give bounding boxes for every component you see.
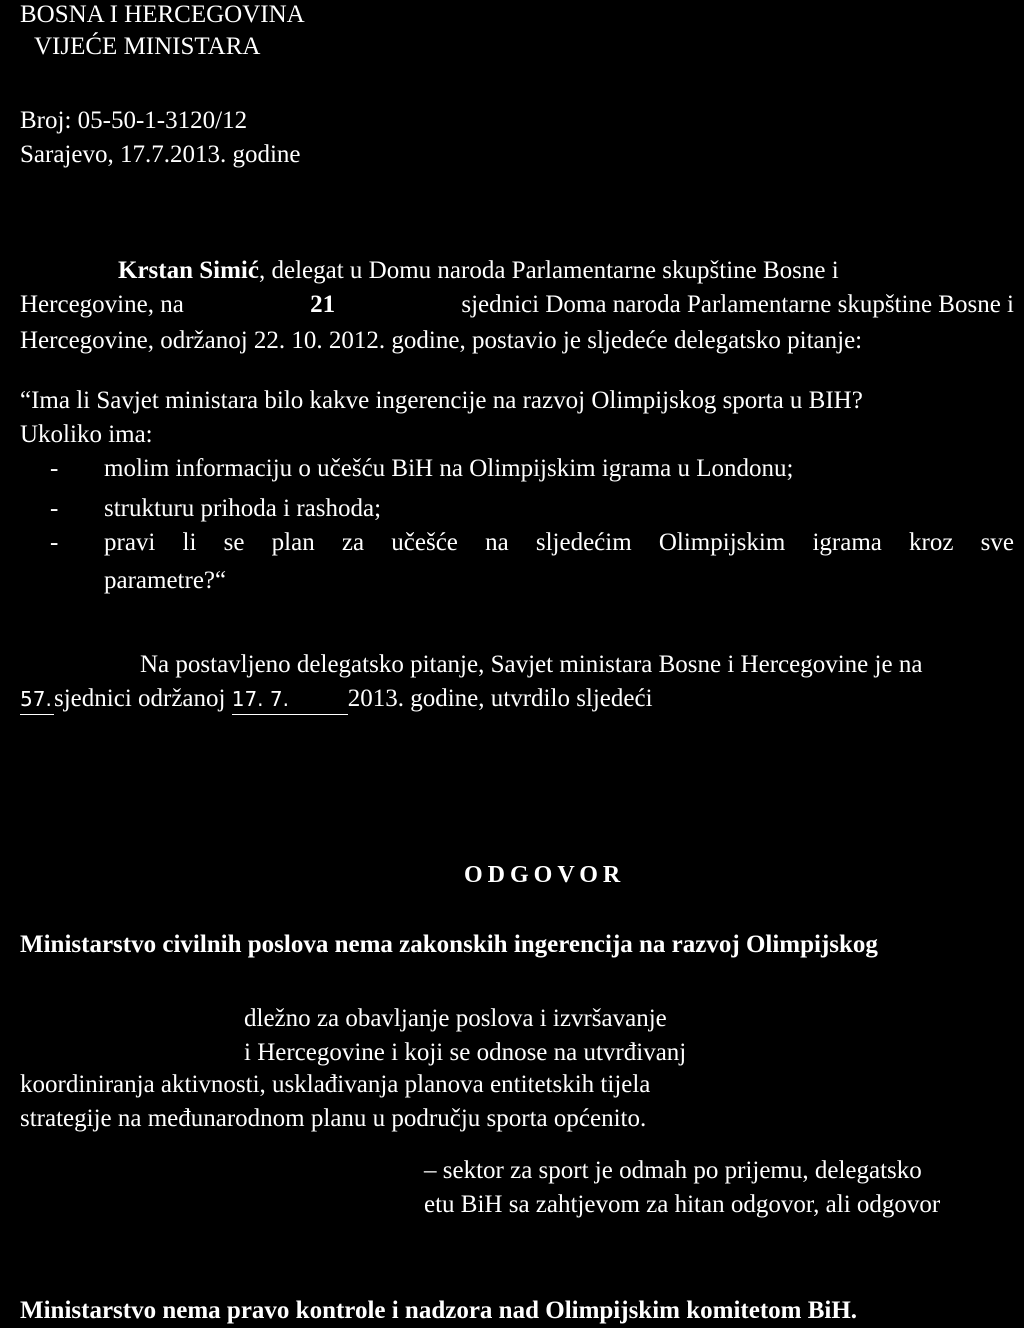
answer-line-4: koordiniranja aktivnosti, usklađivanja planova entitetskih tijela	[20, 1071, 651, 1098]
answer-line-5: strategije na međunarodnom planu u području sporta općenito.	[20, 1105, 647, 1132]
session-line-1: Na postavljeno delegatsko pitanje, Savjet ministara Bosne i Hercegovine je na	[140, 651, 923, 678]
bullet-marker: -	[50, 495, 59, 522]
delegate-name: Krstan Simić	[118, 257, 259, 284]
bullet-item: strukturu prihoda i rashoda;	[104, 495, 382, 522]
bullet-marker: -	[50, 529, 59, 556]
document-place-date: Sarajevo, 17.7.2013. godine	[20, 141, 301, 168]
document-number: Broj: 05-50-1-3120/12	[20, 107, 248, 134]
answer-line-1: Ministarstvo civilnih poslova nema zakonskih ingerencija na razvoj Olimpijskog	[20, 931, 878, 958]
intro-line-2-b: sjednici Doma naroda Parlamentarne skupštine Bosne i	[461, 291, 1014, 318]
bullet-marker: -	[50, 455, 59, 482]
answer-title: ODGOVOR	[464, 862, 626, 888]
intro-line-3: Hercegovine, održanoj 22. 10. 2012. godine, postavio je sljedeće delegatsko pitanje:	[20, 327, 863, 354]
intro-line-2	[20, 290, 1014, 320]
session-text-b: 2013. godine, utvrdilo sljedeći	[347, 685, 653, 712]
intro-line-1	[118, 256, 839, 286]
header-country: BOSNA I HERCEGOVINA	[20, 1, 305, 28]
handwritten-session-number: 57.	[20, 684, 54, 715]
question-line-1: “Ima li Savjet ministara bilo kakve ingerencije na razvoj Olimpijskog sporta u BIH?	[20, 387, 863, 414]
answer-line-7: etu BiH sa zahtjevom za hitan odgovor, ali odgovor	[424, 1191, 941, 1218]
intro-line-2-a: Hercegovine, na	[20, 291, 184, 318]
intro-line-1-rest: , delegat u Domu naroda Parlamentarne skupštine Bosne i	[258, 257, 839, 284]
header-council: VIJEĆE MINISTARA	[34, 33, 261, 60]
bullet-item-continuation: parametre?“	[104, 567, 227, 594]
answer-line-8: Ministarstvo nema pravo kontrole i nadzora nad Olimpijskim komitetom BiH.	[20, 1297, 858, 1324]
session-number-21: 21	[310, 291, 336, 318]
session-text-a: sjednici održanoj	[54, 685, 226, 712]
answer-line-3: i Hercegovine i koji se odnose na utvrđivanj	[244, 1039, 687, 1066]
question-line-2: Ukoliko ima:	[20, 421, 153, 448]
session-line-2	[20, 684, 653, 715]
bullet-item: molim informaciju o učešću BiH na Olimpijskim igrama u Londonu;	[104, 455, 794, 482]
handwritten-date: 17. 7.	[232, 684, 348, 715]
bullet-item: pravi li se plan za učešće na sljedećim Olimpijskim igrama kroz sve	[104, 529, 1014, 556]
answer-line-2: dležno za obavljanje poslova i izvršavanje	[244, 1005, 667, 1032]
answer-line-6: – sektor za sport je odmah po prijemu, delegatsko	[424, 1157, 922, 1184]
